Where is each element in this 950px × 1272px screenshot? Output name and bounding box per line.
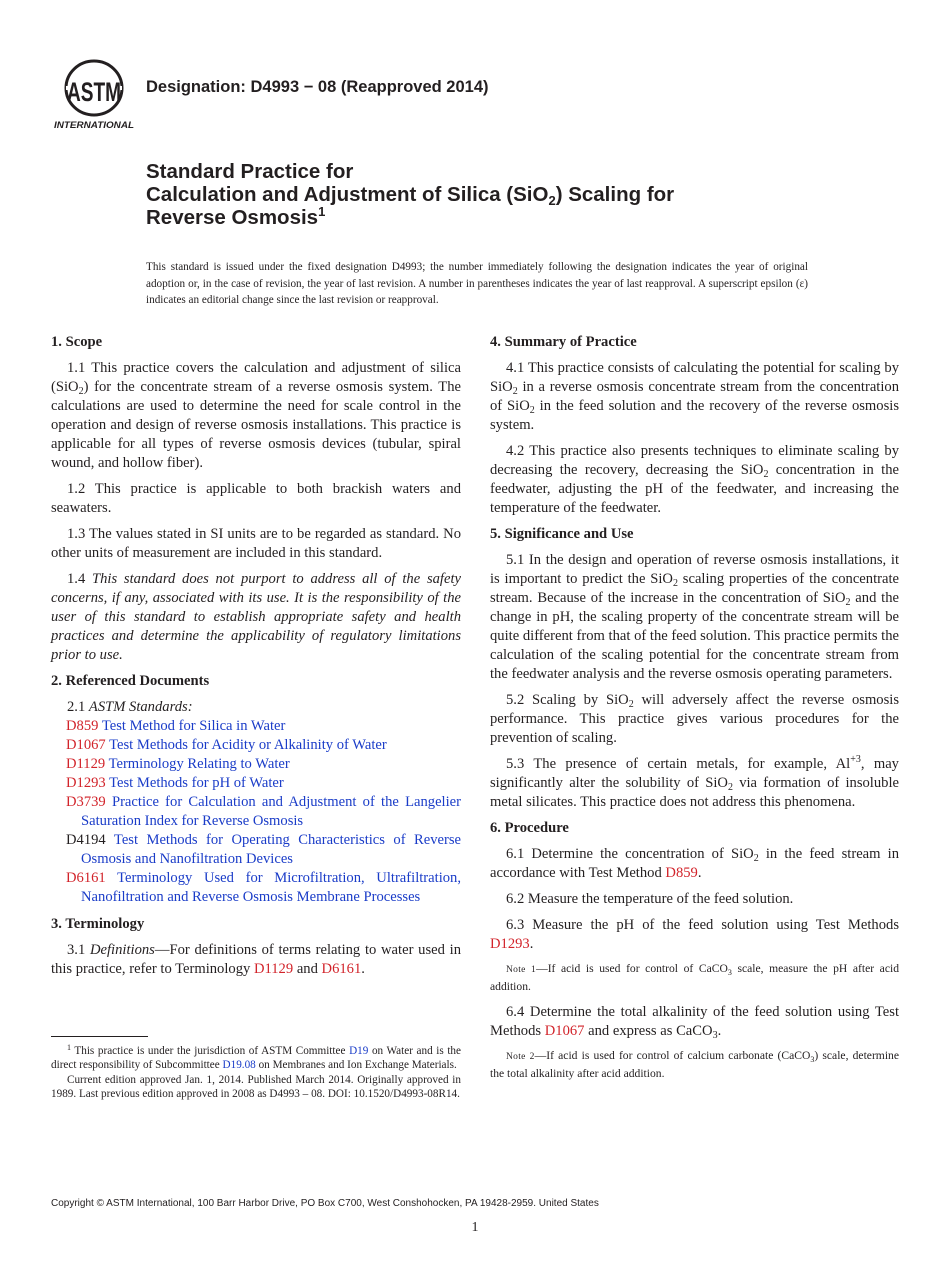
logo-international: INTERNATIONAL (54, 120, 134, 130)
title-line-1: Standard Practice for (146, 160, 354, 183)
note-2: Note 2—If acid is used for control of calcium carbonate (CaCO$_3$) scale, determine the total alkalinity after acid addition. (490, 1049, 899, 1080)
section-heading-significance: 5. Significance and Use (490, 526, 634, 542)
section-heading-terminology: 3. Terminology (51, 916, 145, 932)
referenced-list (51, 698, 461, 907)
ref-item (66, 717, 461, 736)
ref-link-d1129[interactable]: D1129 (253, 961, 294, 977)
section-heading-summary: 4. Summary of Practice (490, 334, 637, 350)
para-4-2: 4.2 This practice also presents techniques to eliminate scaling by decreasing the recovery, decreasing the SiO$_2$ concentration in the feedwater, adjusting the pH of the feedwater, and increasing the temperature of the feedwater. (490, 443, 899, 516)
section-heading-scope: 1. Scope (51, 334, 103, 350)
ref-title-link[interactable]: Test Methods for Acidity or Alkalinity of Water (109, 737, 387, 753)
subcommittee-link[interactable]: D19.08 (222, 1058, 256, 1071)
ref-title-link[interactable]: Terminology Relating to Water (108, 756, 290, 772)
ref-title-link[interactable]: Practice for Calculation and Adjustment of the Langelier Saturation Index for Reverse Osmosis (81, 794, 461, 829)
para-5-2: 5.2 Scaling by SiO$_2$ will adversely affect the reverse osmosis performance. This practice gives various procedures for the prevention of scaling. (490, 692, 900, 746)
ref-link-d859[interactable]: D859 (665, 865, 698, 881)
section-heading-procedure: 6. Procedure (490, 820, 569, 836)
title-line-2: Calculation and Adjustment of Silica (SiO$_2$) Scaling for (146, 183, 675, 208)
ref-link-d6161[interactable]: D6161 (321, 961, 362, 977)
ref-title-link[interactable]: Test Method for Silica in Water (101, 718, 286, 734)
para-1-4: 1.4 This standard does not purport to address all of the safety concerns, if any, associated with its use. It is the responsibility of the user of this standard to establish appropriate safety and health practices and determine the applicability of regulatory limitations prior to use. (51, 571, 461, 663)
document-title (146, 160, 866, 229)
para-6-1: 6.1 Determine the concentration of SiO$_2$ in the feed stream in accordance with Test Method D859. (490, 846, 899, 881)
para-5-3: 5.3 The presence of certain metals, for example, $Al^{+3}$, may significantly alter the solubility of SiO$_2$ via formation of insoluble metal silicates. This practice does not address this phenomena. (490, 754, 899, 810)
ref-code-link[interactable]: D3739 (66, 794, 106, 810)
ref-code-link[interactable]: D859 (66, 718, 99, 734)
right-column (490, 333, 899, 1090)
para-6-3: 6.3 Measure the pH of the feed solution using Test Methods D1293. (490, 917, 899, 952)
ref-code-link[interactable]: D1293 (66, 775, 106, 791)
ref-title-link[interactable]: Test Methods for Operating Characteristics of Reverse Osmosis and Nanofiltration Devices (81, 832, 461, 867)
ref-title-link[interactable]: Terminology Used for Microfiltration, Ultrafiltration, Nanofiltration and Reverse Osmosis Membrane Processes (81, 870, 461, 905)
logo-mark: ASTM (67, 77, 121, 107)
ref-item (66, 831, 461, 869)
ref-link-d1293[interactable]: D1293 (490, 936, 530, 952)
left-column (51, 333, 461, 986)
ref-item (66, 736, 461, 755)
para-1-2: 1.2 This practice is applicable to both brackish waters and seawaters. (51, 481, 461, 516)
para-1-3: 1.3 The values stated in SI units are to be regarded as standard. No other units of measurement are included in this standard. (51, 526, 461, 561)
ref-item (66, 774, 461, 793)
copyright-line: Copyright © ASTM International, 100 Barr Harbor Drive, PO Box C700, West Conshohocken, PA 19428-2959. United States (51, 1198, 599, 1209)
ref-title-link[interactable]: Test Methods for pH of Water (109, 775, 284, 791)
astm-standards-label: 2.1 ASTM Standards: (67, 699, 193, 715)
para-6-4: 6.4 Determine the total alkalinity of the feed solution using Test Methods D1067 and express as CaCO$_3$. (490, 1004, 899, 1041)
title-line-3: Reverse Osmosis$^1$ (146, 204, 326, 229)
astm-logo (52, 58, 136, 134)
footnote-1: $^1$ This practice is under the jurisdiction of ASTM Committee D19 on Water and is the direct responsibility of Subcommittee D19.08 on Membranes and Ion Exchange Materials. (51, 1043, 461, 1071)
designation: Designation: D4993 − 08 (Reapproved 2014) (146, 78, 489, 96)
ref-link-d1067[interactable]: D1067 (544, 1023, 585, 1039)
ref-item (66, 869, 461, 907)
ref-code-link[interactable]: D1067 (66, 737, 106, 753)
para-6-2: 6.2 Measure the temperature of the feed solution. (506, 891, 794, 907)
ref-item (66, 793, 461, 831)
para-4-1: 4.1 This practice consists of calculating the potential for scaling by SiO$_2$ in a reverse osmosis concentrate stream from the concentration of SiO$_2$ in the feed solution and the recovery of the reverse osmosis system. (490, 360, 899, 433)
intro-paragraph: This standard is issued under the fixed designation D4993; the number immediately following the designation indicates the year of original adoption or, in the case of revision, the year of last revision. A number in parentheses indicates the year of last reapproval. A superscript epsilon (ε) indicates an editorial change since the last revision or reapproval. (146, 261, 808, 306)
section-heading-referenced: 2. Referenced Documents (51, 673, 210, 689)
committee-link[interactable]: D19 (349, 1045, 369, 1057)
footnote-divider (51, 1036, 148, 1037)
ref-code-link[interactable]: D1129 (66, 756, 106, 772)
ref-item (66, 755, 461, 774)
ref-code: D4194 (66, 832, 106, 848)
footnotes (51, 1045, 461, 1103)
ref-code-link[interactable]: D6161 (66, 870, 106, 886)
para-3-1: 3.1 Definitions—For definitions of terms relating to water used in this practice, refer to Terminology D1129 and D6161. (51, 942, 461, 977)
note-1: Note 1—If acid is used for control of CaCO$_3$ scale, measure the pH after acid addition. (490, 962, 899, 993)
para-1-1: 1.1 This practice covers the calculation and adjustment of silica (SiO$_2$) for the concentrate stream of a reverse osmosis system. The calculations are used to determine the need for scale control in the operation and design of reverse osmosis installations. This practice is applicable for all types of reverse osmosis devices (tubular, spiral wound, and hollow fiber). (51, 360, 461, 471)
para-5-1: 5.1 In the design and operation of reverse osmosis installations, it is important to predict the SiO$_2$ scaling properties of the concentrate stream. Because of the increase in the concentration of SiO$_2$ and the change in pH, the scaling property of the concentrate stream will be quite different from that of the feed solution. This practice permits the calculation of the scaling potential for the concentrate stream from the feedwater analysis and the reverse osmosis operating parameters. (490, 552, 899, 682)
page-number: 1 (471, 1220, 479, 1235)
footnote-edition: Current edition approved Jan. 1, 2014. Published March 2014. Originally approved in 1989. Last previous edition approved in 2008 as D4993 – 08. DOI: 10.1520/D4993-08R14. (51, 1074, 461, 1100)
